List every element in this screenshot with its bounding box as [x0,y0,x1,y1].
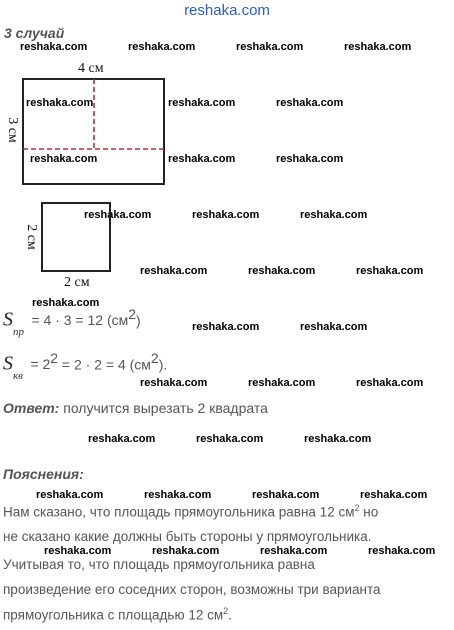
watermark: reshaka.com [168,97,236,109]
watermark: reshaka.com [168,153,236,165]
watermark: reshaka.com [276,153,344,165]
formula-expression: = 2 · 2 = 4 (см [58,356,151,373]
watermark: reshaka.com [252,489,320,501]
square-side-label: 2 см [24,224,39,250]
watermark: reshaka.com [36,489,104,501]
formula-rect [3,306,141,339]
formula-exponent: 2 [150,350,159,366]
watermark: reshaka.com [300,209,368,221]
site-title[interactable]: reshaka.com [184,2,270,19]
watermark: reshaka.com [276,97,344,109]
explanation-text: Нам сказано, что площадь прямоугольника равна 12 см [3,504,355,520]
watermark: reshaka.com [304,433,372,445]
watermark: reshaka.com [26,97,94,109]
formula-end: ) [136,312,141,329]
explanation-exponent: 2 [354,503,360,513]
watermark: reshaka.com [192,321,260,333]
watermark: reshaka.com [248,377,316,389]
explanation-text: . [228,607,232,623]
square-bottom-label: 2 см [64,275,90,290]
watermark: reshaka.com [356,377,424,389]
watermark: reshaka.com [260,545,328,557]
explanation-heading: Пояснения: [3,466,84,482]
explanation-text: но [359,504,379,520]
explanation-line: Учитывая то, что площадь прямоугольника равна [3,557,315,572]
formula-expression: = 2 [30,356,51,373]
explanation-text: прямоугольника с площадью 12 см [3,607,224,623]
watermark: reshaka.com [192,209,260,221]
watermark: reshaka.com [140,377,208,389]
figure-canvas [0,0,454,300]
watermark: reshaka.com [30,153,98,165]
formula-expression: = 4 · 3 = 12 (см [31,312,129,329]
watermark: reshaka.com [300,321,368,333]
case-title: 3 случай [4,25,65,41]
watermark: reshaka.com [356,265,424,277]
watermark: reshaka.com [196,433,264,445]
explanation-line [3,606,232,623]
watermark: reshaka.com [140,265,208,277]
formula-exponent: 2 [50,350,59,366]
explanation-exponent: 2 [223,606,229,616]
square-outline [42,203,110,271]
watermark: reshaka.com [360,489,428,501]
formula-exponent: 2 [128,306,137,322]
answer-label: Ответ: [3,400,60,416]
rect-side-label: 3 см [5,117,20,143]
watermark: reshaka.com [368,545,436,557]
formula-symbol: S [3,308,13,331]
watermark: reshaka.com [144,489,212,501]
explanation-line: произведение его соседних сторон, возможны три варианта [3,582,381,597]
formula-subscript: пр [13,326,24,339]
answer [3,400,268,418]
watermark: reshaka.com [32,297,100,309]
answer-text: получится вырезать 2 квадрата [59,400,268,416]
watermark: reshaka.com [344,41,412,53]
explanation-line [3,503,378,520]
formula-symbol: S [3,352,13,375]
watermark: reshaka.com [44,545,112,557]
formula-square [3,350,168,383]
watermark: reshaka.com [88,433,156,445]
watermark: reshaka.com [20,41,88,53]
explanation-line: не сказано какие должны быть стороны у прямоугольника. [3,529,372,544]
rect-top-label: 4 см [78,61,104,76]
formula-end: ). [158,356,168,373]
watermark: reshaka.com [236,41,304,53]
watermark: reshaka.com [128,41,196,53]
formula-subscript: кв [13,370,23,383]
watermark: reshaka.com [152,545,220,557]
watermark: reshaka.com [248,265,316,277]
watermark: reshaka.com [84,209,152,221]
